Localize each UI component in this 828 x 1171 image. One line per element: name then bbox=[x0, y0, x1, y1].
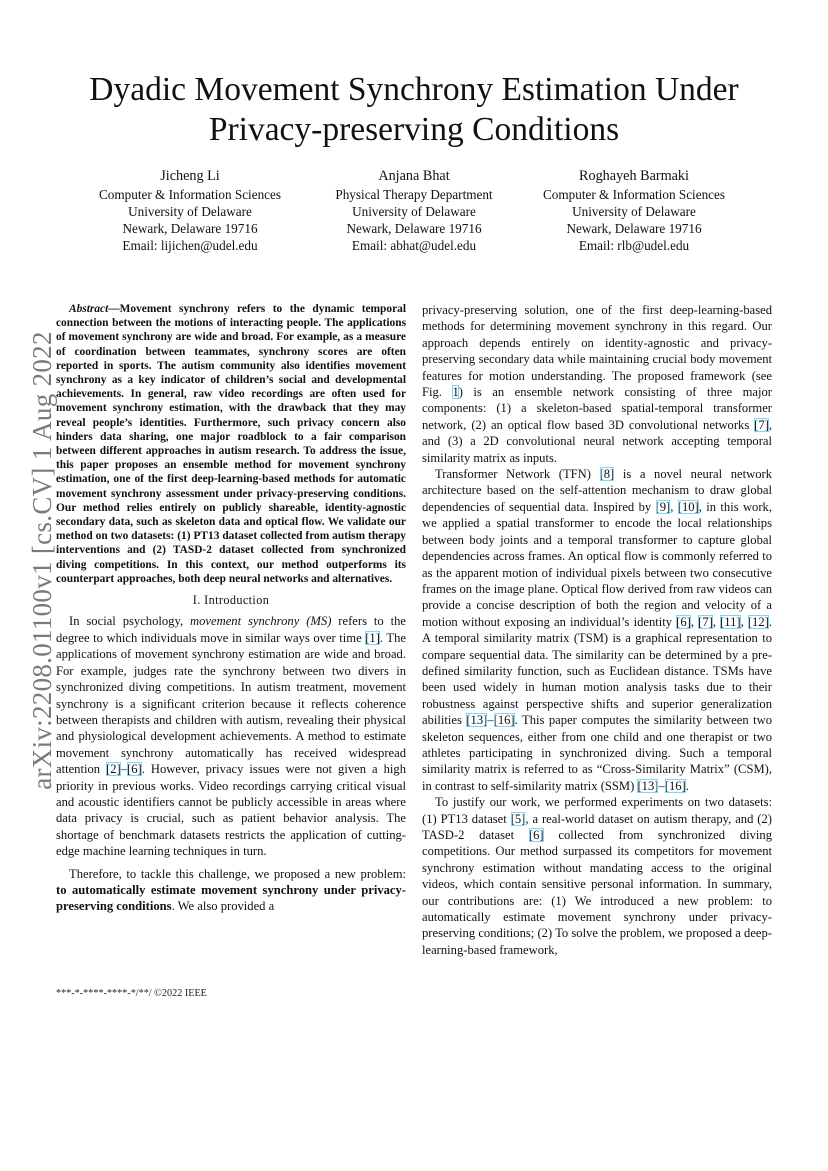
text-run: . This paper computes the similarity between two skeleton sequences, either from one child and one therapist or two athletes participating in synchronized diving. Such a temporal similarity matrix is referred to as “Cross-Similarity Matrix” (CSM), in contrast to self-similarity matrix (SSM) bbox=[422, 713, 772, 793]
citation-link[interactable]: [11] bbox=[720, 614, 741, 629]
author-name: Jicheng Li bbox=[160, 168, 220, 184]
author-name: Anjana Bhat bbox=[378, 168, 450, 184]
citation-link[interactable]: [8] bbox=[599, 467, 615, 482]
citation-link[interactable]: [9] bbox=[655, 499, 671, 514]
term-movement-synchrony: movement synchrony (MS) bbox=[190, 614, 332, 629]
text-run: , bbox=[712, 614, 721, 629]
text-run: , bbox=[740, 614, 748, 629]
author-email: Email: abhat@udel.edu bbox=[351, 238, 477, 253]
citation-link[interactable]: [6] bbox=[676, 614, 691, 629]
citation-link[interactable]: [2] bbox=[106, 762, 121, 777]
citation-link[interactable]: [13] bbox=[466, 713, 488, 728]
author-department: Computer & Information Sciences bbox=[98, 187, 282, 202]
paper-title: Dyadic Movement Synchrony Estimation Under Privacy-preserving Conditions bbox=[89, 71, 739, 148]
text-run: is a novel neural network architecture based on the self-attention mechanism to draw global dependencies of sequential data. Inspired by bbox=[422, 467, 772, 514]
arxiv-identifier: arXiv:2208.01100v1 [cs.CV] 1 Aug 2022 bbox=[26, 330, 57, 790]
citation-link[interactable]: [10] bbox=[677, 499, 699, 514]
abstract-label: Abstract bbox=[69, 303, 109, 315]
intro-paragraph-1 bbox=[56, 613, 406, 859]
intro-paragraph-4 bbox=[422, 466, 772, 794]
text-run: collected from synchronized diving competitions. Our method surpassed its competitors for movement synchrony estimation without mandating access to the original videos, which contain sensitive personal information. In summary, our contributions are: (1) We introduced a new problem: to automatically estimate movement synchrony under privacy-preserving conditions; (2) To solve the problem, we proposed a deep-learning-based framework, bbox=[422, 828, 772, 957]
intro-paragraph-3 bbox=[422, 302, 772, 466]
author-2 bbox=[294, 168, 534, 254]
author-department: Physical Therapy Department bbox=[335, 187, 493, 202]
text-run: . We also provided a bbox=[171, 899, 275, 914]
text-run: , in this work, we applied a spatial transformer to encode the local relationships between body joints and a temporal transformer to capture global dependencies across frames. An optical flow is commonly referred to as the apparent motion of individual pixels between two consecutive frames on the image plane. Optical flow derived from raw videos can provide a concise description of both the region and velocity of a motion without exposing an individual’s identity bbox=[422, 499, 772, 629]
text-run: privacy-preserving solution, one of the first deep-learning-based methods for determining movement synchrony in this regard. Our approach depends entirely on identity-agnostic and privacy-preserving secondary data while maintaining crucial body movement features for motion understanding. The proposed framework (see Fig. bbox=[422, 303, 772, 400]
text-run: Therefore, to tackle this challenge, we proposed a new problem: bbox=[69, 866, 406, 881]
citation-link[interactable]: [1] bbox=[365, 630, 380, 645]
author-university: University of Delaware bbox=[572, 204, 696, 219]
text-run: . A temporal similarity matrix (TSM) is a graphical representation to compare sequential data. The similarity can be determined by a pre-defined similarity function, such as Euclidean distance. TSMs have been used widely in human motion analysis tasks due to their robustness against perspective shifts and superior generalization abilities bbox=[422, 614, 772, 728]
figure-link[interactable]: 1 bbox=[452, 385, 459, 400]
author-name: Roghayeh Barmaki bbox=[579, 168, 689, 184]
text-run: ) is an ensemble network consisting of three major components: (1) a skeleton-based spatial-temporal transformer network, (2) an optical flow based 3D convolutional networks bbox=[422, 385, 772, 432]
intro-paragraph-5 bbox=[422, 794, 772, 958]
author-address: Newark, Delaware 19716 bbox=[122, 221, 258, 236]
text-run: , bbox=[670, 499, 678, 514]
citation-link[interactable]: [12] bbox=[747, 614, 769, 629]
text-run: . However, privacy issues were not given a high priority in previous works. Video recordings carrying critical visual and acoustic identifiers cannot be publicly accessible in areas where data privacy is crucial, such as patient behavior analysis. The shortage of benchmark datasets restricts the application of cutting-edge machine learning techniques in turn. bbox=[56, 762, 406, 859]
text-run: – bbox=[120, 762, 128, 777]
right-column bbox=[422, 302, 772, 958]
author-university: University of Delaware bbox=[128, 204, 252, 219]
text-run: . bbox=[685, 778, 689, 793]
problem-statement: to automatically estimate movement synchrony under privacy-preserving conditions bbox=[56, 882, 406, 914]
copyright-footer: ***-*-****-****-*/**/ ©2022 IEEE bbox=[56, 988, 207, 999]
text-run: , and (3) a 2D convolutional neural network accepting temporal similarity matrix as inputs. bbox=[422, 417, 772, 465]
abstract-text: —Movement synchrony refers to the dynamic temporal connection between the motions of interacting people. The applications of movement synchrony are wide and broad. For example, as a measure of coordination between teammates, synchrony scores are often reported in sports. The autism community also identifies movement synchrony as a key indicator of children’s social and developmental achievements. In general, raw video recordings are often used for movement synchrony estimation, with the drawback that they may reveal people’s identities. Furthermore, such privacy concern also hinders data sharing, one major roadblock to a fair comparison between different approaches in autism research. To address the issue, this paper proposes an ensemble method for movement synchrony estimation, one of the first deep-learning-based methods for automatic movement synchrony assessment under privacy-preserving conditions. Our method relies entirely on publicly shareable, identity-agnostic secondary data, such as skeleton data and optical flow. We validate our method on two datasets: (1) PT13 dataset collected from autism therapy interventions and (2) TASD-2 dataset collected from synchronized diving competitions. In this context, our method outperforms its counterpart approaches, both deep neural networks and alternatives. bbox=[56, 303, 406, 585]
abstract bbox=[56, 302, 406, 586]
author-address: Newark, Delaware 19716 bbox=[566, 221, 702, 236]
text-run: Transformer Network (TFN) bbox=[435, 467, 600, 482]
left-column bbox=[56, 302, 406, 915]
text-run: , bbox=[690, 614, 699, 629]
intro-paragraph-2 bbox=[56, 866, 406, 915]
text-run: To justify our work, we performed experiments on two datasets: (1) PT13 dataset bbox=[422, 795, 772, 826]
text-run: – bbox=[487, 713, 494, 728]
citation-link[interactable]: [7] bbox=[754, 417, 769, 432]
author-address: Newark, Delaware 19716 bbox=[346, 221, 482, 236]
citation-link[interactable]: [16] bbox=[493, 713, 515, 728]
text-run: – bbox=[658, 778, 665, 793]
section-heading-introduction: I. Introduction bbox=[192, 593, 270, 608]
citation-link[interactable]: [6] bbox=[127, 762, 142, 777]
citation-link[interactable]: [13] bbox=[637, 778, 659, 793]
citation-link[interactable]: [5] bbox=[510, 811, 526, 826]
text-run: refers to the degree to which individuals move in similar ways over time bbox=[56, 614, 406, 645]
author-email: Email: rlb@udel.edu bbox=[578, 238, 690, 253]
citation-link[interactable]: [16] bbox=[664, 778, 686, 793]
citation-link[interactable]: [6] bbox=[528, 828, 544, 842]
author-university: University of Delaware bbox=[352, 204, 476, 219]
citation-link[interactable]: [7] bbox=[698, 614, 713, 629]
text-run: , a real-world dataset on autism therapy, and (2) TASD-2 dataset bbox=[422, 811, 772, 842]
author-department: Computer & Information Sciences bbox=[542, 187, 726, 202]
author-email: Email: lijichen@udel.edu bbox=[122, 238, 258, 253]
author-1 bbox=[70, 168, 310, 254]
text-run: . The applications of movement synchrony estimation are wide and broad. For example, judges rate the synchrony between two divers in synchronized diving competitions. In autism treatment, movement synchrony is a significant criterion because it reflects coherence between therapists and children with autism, revealing their physical and physiological development achievements. A method to estimate movement synchrony automatically has received widespread attention bbox=[56, 630, 406, 777]
text-run: In social psychology, bbox=[69, 614, 191, 629]
author-3 bbox=[514, 168, 754, 254]
